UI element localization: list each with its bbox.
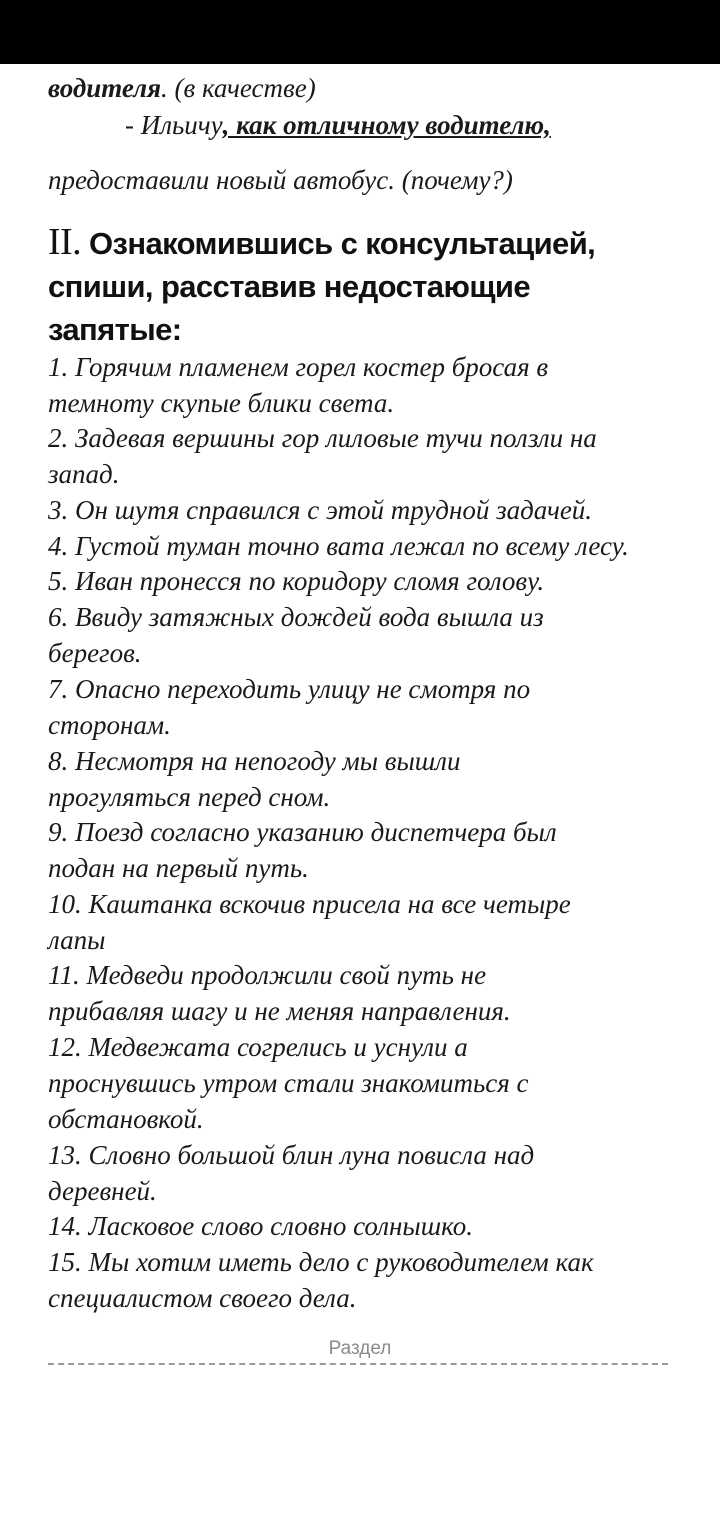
text-fragment: - Ильичу bbox=[125, 110, 223, 140]
section-break-divider bbox=[48, 1363, 668, 1365]
item-7-line-1: 7. Опасно переходить улицу не смотря по bbox=[48, 674, 531, 704]
item-1-line-1: 1. Горячим пламенем горел костер бросая в bbox=[48, 352, 549, 382]
task-heading-line-3: запятые: bbox=[48, 312, 182, 347]
item-10-line-2: лапы bbox=[48, 925, 106, 955]
item-10-line-1: 10. Каштанка вскочив присела на все четыре bbox=[48, 889, 571, 919]
item-9-line-1: 9. Поезд согласно указанию диспетчера был bbox=[48, 817, 557, 847]
item-11-line-2: прибавляя шагу и не меняя направления. bbox=[48, 996, 511, 1026]
item-14-line-1: 14. Ласковое слово словно солнышко. bbox=[48, 1211, 473, 1241]
item-13-line-1: 13. Словно большой блин луна повисла над bbox=[48, 1140, 535, 1170]
item-12-line-1: 12. Медвежата согрелись и уснули а bbox=[48, 1032, 468, 1062]
task-heading-line-1 bbox=[48, 221, 595, 265]
underlined-phrase: , как отличному водителю, bbox=[222, 110, 551, 140]
item-12-line-3: обстановкой. bbox=[48, 1104, 204, 1134]
item-6-line-1: 6. Ввиду затяжных дождей вода вышла из bbox=[48, 602, 544, 632]
text-line-3: предоставили новый автобус. (почему?) bbox=[48, 165, 513, 195]
item-2-line-1: 2. Задевая вершины гор лиловые тучи ползли на bbox=[48, 423, 597, 453]
top-black-bar bbox=[0, 0, 720, 64]
item-15-line-1: 15. Мы хотим иметь дело с руководителем как bbox=[48, 1247, 594, 1277]
item-8-line-1: 8. Несмотря на непогоду мы вышли bbox=[48, 746, 461, 776]
item-4-line-1: 4. Густой туман точно вата лежал по всему лесу. bbox=[48, 531, 629, 561]
heading-text: Ознакомившись с консультацией, bbox=[81, 226, 596, 261]
text-fragment: . (в качестве) bbox=[160, 73, 316, 103]
item-5-line-1: 5. Иван пронесся по коридору сломя голову. bbox=[48, 566, 545, 596]
section-break-label: Раздел bbox=[328, 1338, 392, 1359]
item-6-line-2: берегов. bbox=[48, 638, 142, 668]
item-12-line-2: проснувшись утром стали знакомиться с bbox=[48, 1068, 529, 1098]
item-8-line-2: прогуляться перед сном. bbox=[48, 782, 331, 812]
item-13-line-2: деревней. bbox=[48, 1176, 157, 1206]
text-line-1 bbox=[48, 70, 316, 106]
task-heading-line-2: спиши, расставив недостающие bbox=[48, 269, 530, 304]
item-9-line-2: подан на первый путь. bbox=[48, 853, 309, 883]
item-15-line-2: специалистом своего дела. bbox=[48, 1283, 357, 1313]
text-line-2 bbox=[125, 107, 551, 143]
item-11-line-1: 11. Медведи продолжили свой путь не bbox=[48, 960, 487, 990]
item-1-line-2: темноту скупые блики света. bbox=[48, 388, 395, 418]
item-3-line-1: 3. Он шутя справился с этой трудной задачей. bbox=[48, 495, 593, 525]
bold-word: водителя bbox=[48, 73, 161, 103]
roman-numeral: II. bbox=[48, 221, 82, 263]
item-7-line-2: сторонам. bbox=[48, 710, 171, 740]
item-2-line-2: запад. bbox=[48, 459, 120, 489]
